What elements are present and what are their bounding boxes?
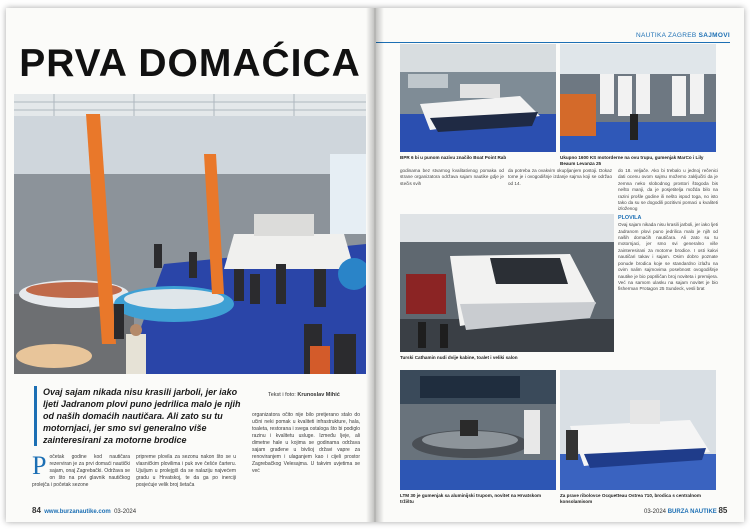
body-text-1: očetak godine kod nautičara rezerviran je za prvi domaći nautički sajam, onaj Zagrebački. Održava se on što na prvi glavnik nautičkog prolejča i početak sezone <box>32 454 130 488</box>
caption-cathamin: Turski Cathamin nudi dvije kabine, toalet i veliki salon <box>400 355 518 360</box>
body-text-2: pripreme plovila za sezonu nakon što se u vlasničkim plovilima i puk sve češće čarteru. Ujuljum u prolejgiš da se nalaziju najvećem gradu u Hrvatskoj, te da ga po inerciji posjećuje velik broj šetača <box>136 454 236 488</box>
spine-gutter <box>366 8 384 522</box>
issue-left: 03-2024 <box>114 509 137 515</box>
photo-ltm30 <box>400 370 556 490</box>
caption-levanza: Ukupno 1600 KS motorderne na ovu trupu, gumenjak MarCo i Lily Beaum Levanza 25 <box>560 155 704 166</box>
left-folio <box>32 506 136 515</box>
page-number-right: 85 <box>718 506 728 515</box>
magazine-spread <box>6 8 744 522</box>
right-page <box>376 8 744 522</box>
caption-ltm30: LTM 30 je gumenjak sa aluminijski trupom, novitet na Hrvatskom tržištu <box>400 493 542 504</box>
caption-bpr6: BPR 6 bi u punom nazivu značilo Boat Point Rab <box>400 155 507 160</box>
text-column-a: godinama bez stvarnog kvalitativnog pomaka od strane organizatora održava sajam nautike gdje je stečis svih <box>400 168 504 186</box>
photo-levanza <box>560 44 716 152</box>
hero-photo <box>14 94 366 374</box>
left-page <box>6 8 374 522</box>
photo-ostrea <box>560 370 716 490</box>
website-url: www.burzanautike.com <box>44 509 111 515</box>
body-column-1 <box>32 451 130 489</box>
header-rule <box>376 42 730 43</box>
photo-credit <box>268 392 368 398</box>
body-text-3: organizatora očito nije bilo pretjerano stalo do učini neki pomak u kvaliteti infrastrukture, hala, toaleta, restorana i svega ostaloga što bi podiglo razinu i kvalitetu usluge. Između ljeje, ali dimetne hale u kojima se godinama održava sajam građene u bivšoj državi vapre za renoviranjem i ulaganjem kao i cijeli prostor Zagrebačkog Velesajma. U takvim uvjetima se već <box>252 412 360 474</box>
text-column-b: da potreba za ovakvim okupljanjem postoji. Dokaz tome je i ovogodišnje izdanje sajma koji se održao od 14. <box>508 168 612 186</box>
body-column-2 <box>136 454 236 489</box>
subheading-plovila: PLOVILA <box>618 214 642 221</box>
right-folio <box>644 506 727 515</box>
caption-ostrea: Za prave ribolovce Ocquetteau Ostrea 710, brodica s centralnom konsolamisom <box>560 493 701 504</box>
running-header <box>636 32 730 39</box>
credit-name: Krunoslav Mihić <box>297 392 340 398</box>
page-number-left: 84 <box>32 506 41 515</box>
text-d-body: Ovaj sajam nikada nisu krasili jarboli, jer iako ljeti Jadranom plovi puno jedrilica malo je njih od naših domaćih nautičara. Ali zato su tu motornjaci, jer smo svi generalno više zainteresirani za motorne brodice. I osti kakvi nautičari takav i sajam. Osim dobro poznate ponude brodica koje se standardno izlažu na ovim nalim sajmovima posebnost ovogodišnje nautike je bio popriličan broj novitetа i premijera. Već na samom ulasku na sajam novitet je bio fisherman Protagon 25 Sundeck, vesli brat <box>618 222 718 292</box>
drop-cap: P <box>32 451 47 480</box>
text-c-body: do 18. veljače. Ako bi trebalo u jednoj rečenici dati ocenu ovom sajmu možemo zaključiti da je zemna neko slobodnog prostori štogoda bis nešto manji, da je posjetitelja možda bilo na razini prošle godine ili nešto ispod toga, no isto tako da su se dogodili pozitivni pomaci u kvaliteti izloženog <box>618 168 718 212</box>
photo-bpr6 <box>400 44 556 152</box>
standfirst: Ovaj sajam nikada nisu krasili jarboli, jer iako ljeti Jadranom plovi puno jedrilica malo je njih od naših domaćih nautičara. Ali zato su tu motornjaci, jer smo svi generalno više zainteresirani za motorne brodice <box>34 386 250 446</box>
runner-section: NAUTIKA ZAGREB <box>635 32 697 39</box>
issue-right: 03-2024 <box>644 509 667 515</box>
text-column-c <box>618 168 718 293</box>
magazine-name: BURZA NAUTIKE <box>667 509 717 515</box>
runner-category: SAJMOVI <box>698 32 730 39</box>
article-title: PRVA DOMAĆICA <box>19 42 361 85</box>
body-column-3 <box>252 412 360 475</box>
photo-cathamin <box>400 214 614 352</box>
credit-prefix: Tekst i foto: <box>268 392 296 398</box>
